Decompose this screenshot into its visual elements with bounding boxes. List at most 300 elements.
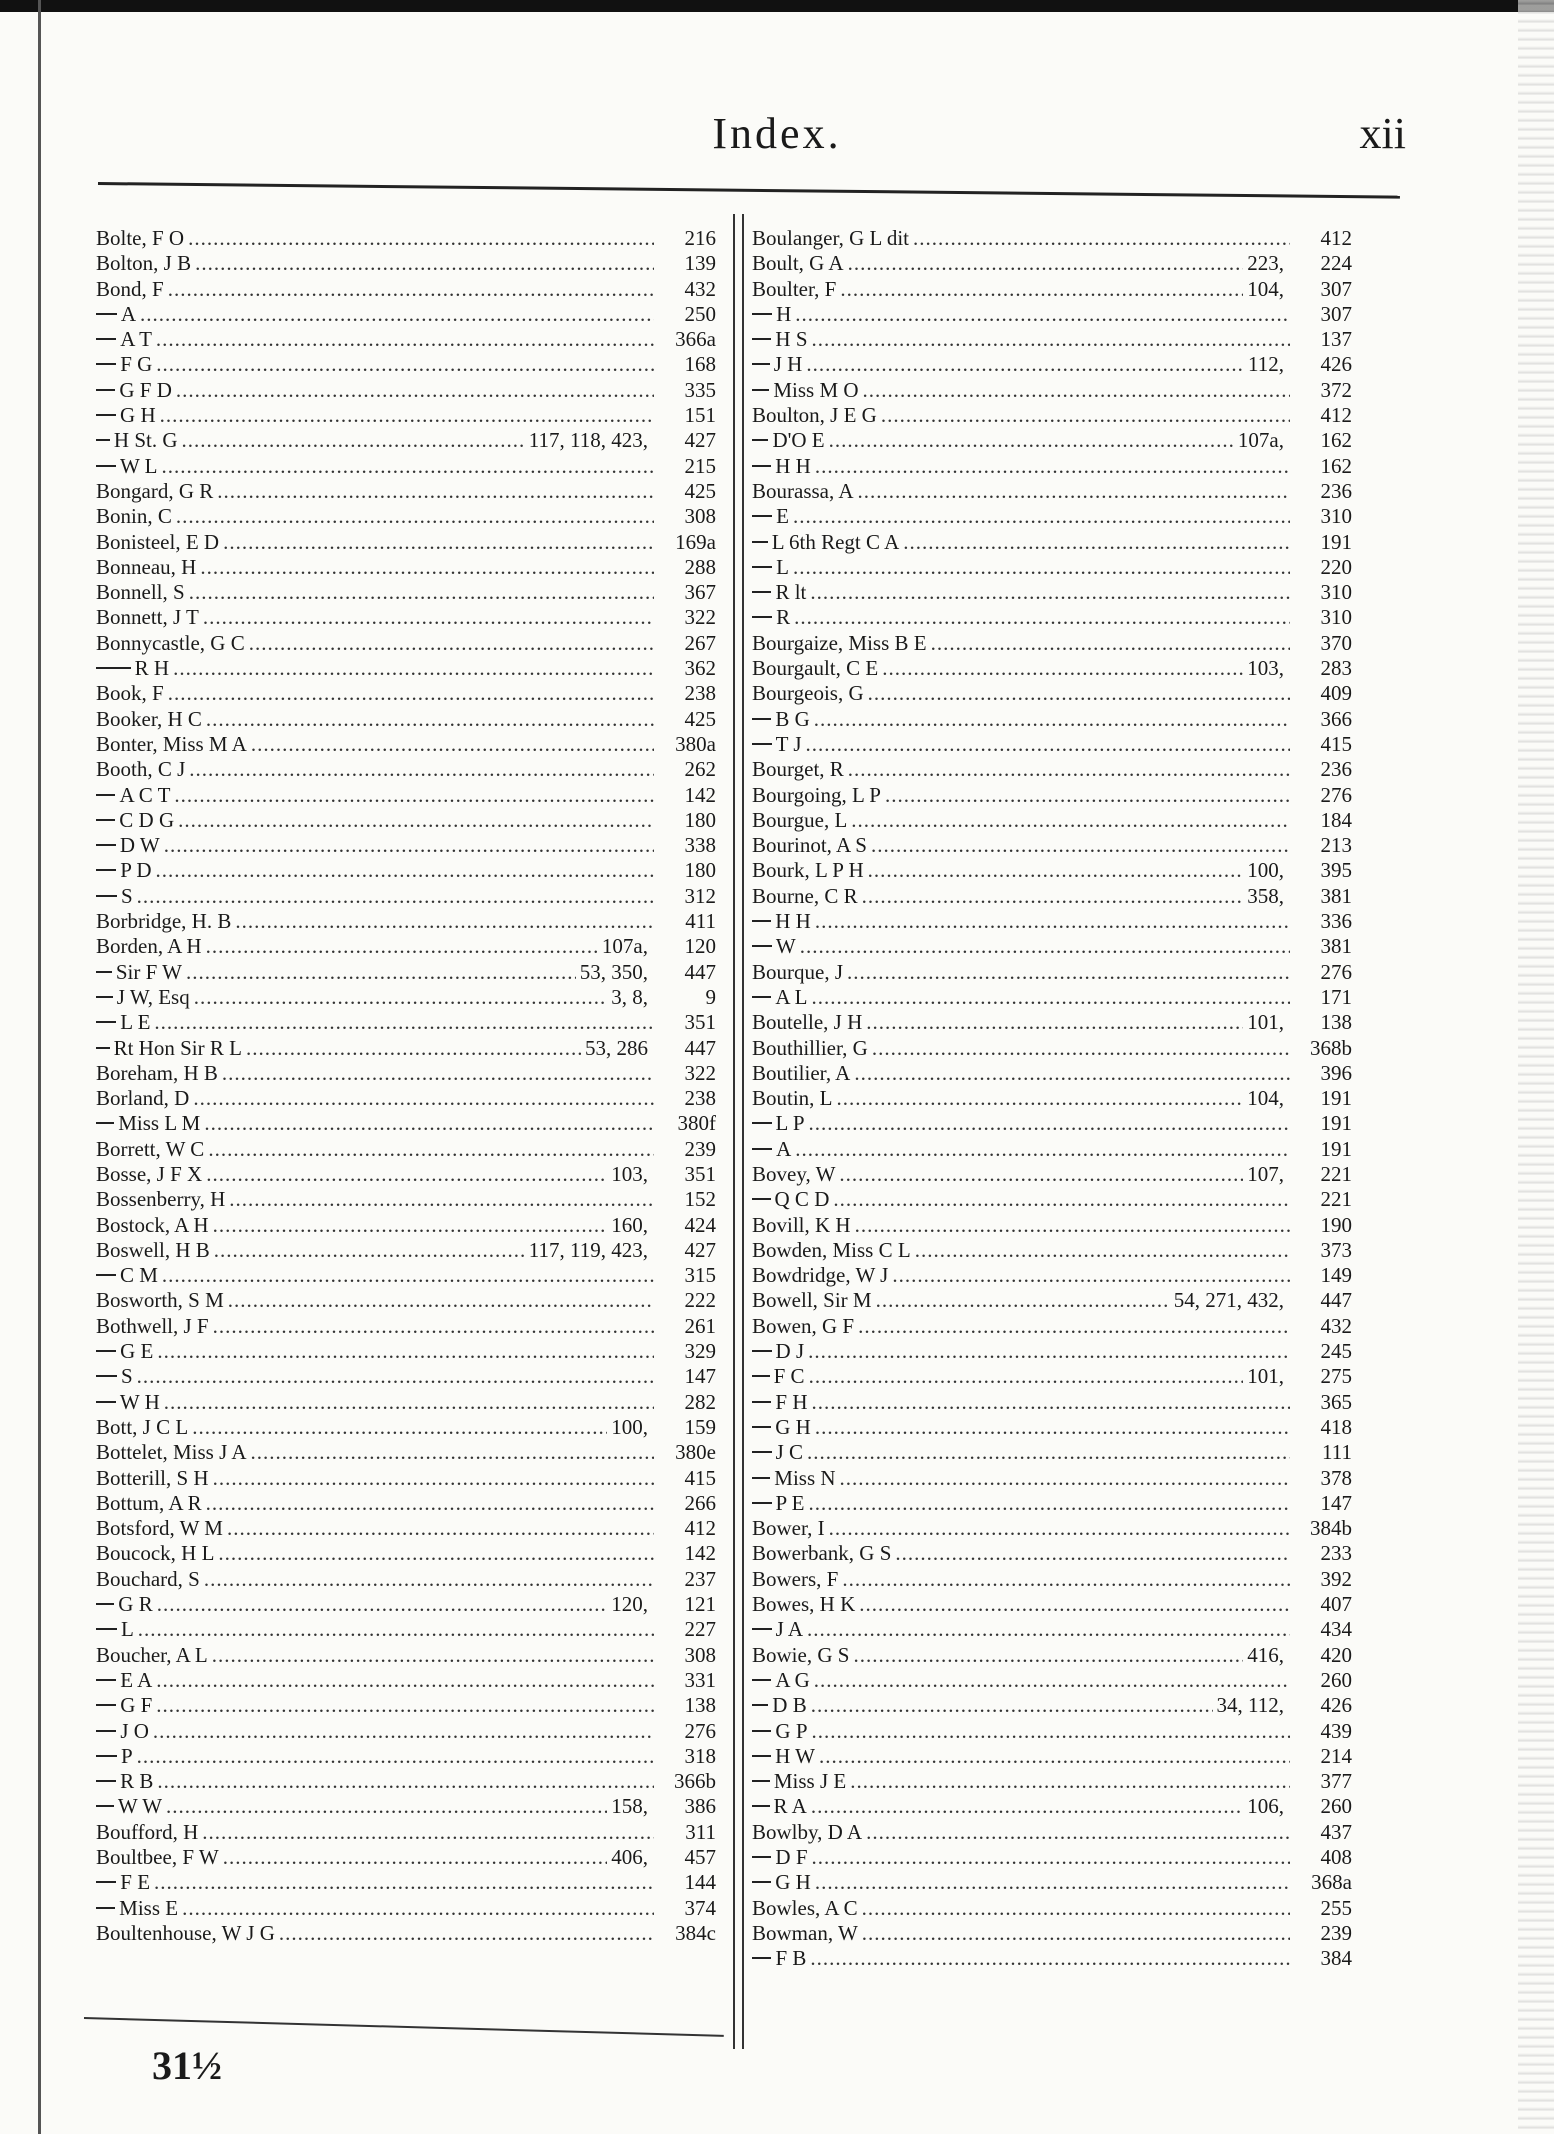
entry-refs: 358, (1247, 883, 1284, 908)
entry-page: 214 (1320, 1743, 1352, 1768)
leader-dots (222, 1061, 654, 1086)
footer-rule (84, 2017, 724, 2037)
leader-dots (815, 1415, 1290, 1440)
index-entry (96, 454, 716, 479)
entry-name: J H (773, 352, 803, 377)
entry-page: 415 (1320, 731, 1352, 756)
index-entry (96, 1061, 716, 1086)
entry-page: 220 (1320, 554, 1352, 579)
entry-name: G F (120, 1693, 153, 1718)
entry-name: F E (120, 1870, 151, 1895)
ditto-dash (96, 414, 116, 416)
entry-page: 408 (1320, 1845, 1352, 1869)
entry-page: 312 (684, 883, 716, 908)
entry-page: 283 (1320, 656, 1352, 681)
ditto-dash (752, 1401, 771, 1403)
entry-page: 426 (1320, 1693, 1352, 1718)
leader-dots (808, 1339, 1290, 1364)
entry-name: Bovey, W (752, 1161, 836, 1186)
entry-page: 427 (684, 1237, 716, 1262)
entry-page: 415 (684, 1465, 716, 1490)
entry-page: 276 (684, 1718, 716, 1743)
leader-dots (279, 1921, 654, 1946)
index-entry (96, 1162, 716, 1187)
index-entry (752, 605, 1352, 630)
entry-refs: 112, (1248, 352, 1284, 377)
leader-dots (795, 302, 1290, 327)
index-entry (96, 1744, 716, 1769)
ditto-dash (752, 1375, 770, 1377)
leader-dots (840, 277, 1243, 302)
leader-dots (217, 479, 654, 504)
ditto-dash (96, 971, 112, 973)
entry-page: 412 (684, 1516, 716, 1541)
leader-dots (840, 1466, 1290, 1491)
entry-page: 142 (684, 782, 716, 807)
index-entry (96, 1719, 716, 1744)
leader-dots (204, 1567, 654, 1592)
entry-page: 368a (1311, 1870, 1352, 1895)
ditto-dash (752, 743, 772, 745)
entry-name: H (776, 301, 792, 326)
entry-name: P E (775, 1490, 805, 1515)
ditto-dash (752, 1881, 771, 1883)
entry-name: F B (775, 1946, 807, 1971)
entry-name: D F (775, 1845, 808, 1869)
entry-page: 395 (1320, 858, 1352, 883)
leader-dots (188, 226, 654, 251)
leader-dots (206, 707, 654, 732)
entry-name: G R (118, 1592, 153, 1617)
entry-name: G P (775, 1718, 808, 1743)
index-entry (752, 732, 1352, 757)
entry-name: Bowdridge, W J (752, 1263, 889, 1288)
index-entry (96, 1516, 716, 1541)
entry-name: R B (120, 1769, 154, 1794)
index-entry (752, 1339, 1352, 1364)
entry-page: 310 (1320, 605, 1352, 630)
leader-dots (166, 1794, 607, 1819)
leader-dots (162, 1263, 654, 1288)
ditto-dash (96, 1021, 116, 1023)
index-entry (752, 681, 1352, 706)
index-entry (752, 1592, 1352, 1617)
entry-page: 409 (1320, 681, 1352, 706)
entry-name: A (120, 301, 137, 326)
ditto-dash (96, 1628, 117, 1630)
entry-name: Boultenhouse, W J G (96, 1920, 275, 1945)
leader-dots (913, 226, 1290, 251)
index-entry (96, 1288, 716, 1313)
index-entry (96, 1491, 716, 1516)
index-entry (752, 1896, 1352, 1921)
index-entry (752, 858, 1352, 883)
entry-page: 335 (684, 377, 716, 402)
leader-dots (868, 681, 1290, 706)
leader-dots (842, 1567, 1290, 1592)
entry-refs: 104, (1247, 276, 1284, 301)
ditto-dash (752, 1957, 771, 1959)
entry-page: 238 (684, 1086, 716, 1111)
ditto-dash (752, 1628, 772, 1630)
leader-dots (137, 1744, 654, 1769)
leader-dots (858, 1314, 1290, 1339)
entry-name: Bonnell, S (96, 580, 185, 605)
index-entry (752, 1238, 1352, 1263)
entry-name: G H (775, 1414, 811, 1439)
index-entry (96, 1238, 716, 1263)
entry-refs: 53, 350, (579, 959, 648, 984)
entry-name: P D (120, 858, 152, 883)
entry-page: 432 (684, 276, 716, 301)
entry-page: 378 (1320, 1465, 1352, 1490)
index-entry (752, 1794, 1352, 1819)
leader-dots (154, 1870, 654, 1895)
entry-page: 457 (684, 1845, 716, 1869)
index-entry (96, 277, 716, 302)
entry-page: 396 (1320, 1060, 1352, 1085)
entry-refs: 101, (1247, 1010, 1284, 1035)
entry-page: 191 (1320, 529, 1352, 554)
ditto-dash (96, 1122, 114, 1124)
leader-dots (140, 302, 654, 327)
leader-dots (137, 884, 654, 909)
index-entry (752, 479, 1352, 504)
column-divider-right (742, 214, 744, 2049)
entry-page: 137 (1320, 327, 1352, 352)
leader-dots (212, 1643, 654, 1668)
index-entry (96, 1921, 716, 1946)
index-column-left (96, 226, 716, 1946)
scan-binding-noise (1518, 0, 1554, 2134)
entry-name: Bowman, W (752, 1920, 858, 1945)
index-entry (96, 1592, 716, 1617)
ditto-dash (752, 515, 772, 517)
index-entry (96, 1187, 716, 1212)
entry-name: R A (773, 1794, 807, 1819)
index-entry (752, 555, 1352, 580)
index-entry (752, 1111, 1352, 1136)
index-entry (752, 909, 1352, 934)
entry-name: Miss N (774, 1465, 836, 1490)
entry-page: 260 (1320, 1794, 1352, 1819)
entry-name: D W (119, 833, 160, 858)
leader-dots (858, 479, 1291, 504)
ditto-dash (752, 1122, 772, 1124)
leader-dots (176, 504, 654, 529)
entry-name: L 6th Regt C A (771, 529, 900, 554)
leader-dots (866, 1820, 1290, 1845)
leader-dots (223, 530, 654, 555)
entry-page: 149 (1320, 1263, 1352, 1288)
leader-dots (157, 1592, 608, 1617)
index-entry (96, 1643, 716, 1668)
entry-page: 222 (684, 1288, 716, 1313)
entry-refs: 106, (1247, 1794, 1284, 1819)
entry-name: Borden, A H (96, 934, 202, 959)
entry-page: 162 (1320, 428, 1352, 453)
scan-page-edge (38, 0, 41, 2134)
entry-page: 307 (1320, 301, 1352, 326)
index-entry (752, 1061, 1352, 1086)
entry-name: Bourgeois, G (752, 681, 864, 706)
leader-dots (162, 454, 654, 479)
entry-name: T J (775, 731, 802, 756)
leader-dots (881, 403, 1290, 428)
index-entry (752, 1946, 1352, 1971)
entry-page: 386 (684, 1794, 716, 1819)
leader-dots (892, 1263, 1290, 1288)
entry-page: 266 (684, 1490, 716, 1515)
entry-page: 384 (1320, 1946, 1352, 1971)
leader-dots (251, 732, 654, 757)
index-entry (752, 1491, 1352, 1516)
entry-name: G H (120, 403, 156, 428)
entry-name: G H (775, 1870, 811, 1895)
entry-name: Miss L M (118, 1111, 201, 1136)
leader-dots (862, 1921, 1290, 1946)
entry-name: A T (120, 327, 152, 352)
index-entry (752, 1314, 1352, 1339)
leader-dots (214, 1238, 525, 1263)
entry-page: 142 (684, 1541, 716, 1566)
leader-dots (862, 884, 1244, 909)
index-entry (96, 302, 716, 327)
index-entry (96, 960, 716, 985)
entry-name: Bowles, A C (752, 1895, 858, 1920)
index-entry (96, 1339, 716, 1364)
entry-page: 168 (684, 352, 716, 377)
ditto-dash (752, 1856, 771, 1858)
ditto-dash (96, 819, 115, 821)
entry-page: 276 (1320, 782, 1352, 807)
entry-page: 315 (684, 1263, 716, 1288)
entry-name: E A (120, 1667, 153, 1692)
index-entry (752, 757, 1352, 782)
leader-dots (931, 631, 1290, 656)
index-entry (752, 1617, 1352, 1642)
entry-page: 380f (677, 1111, 716, 1136)
index-entry (752, 1643, 1352, 1668)
leader-dots (810, 580, 1290, 605)
leader-dots (810, 1946, 1290, 1971)
index-entry (96, 1111, 716, 1136)
entry-page: 308 (684, 1642, 716, 1667)
entry-refs: 117, 119, 423, (528, 1237, 648, 1262)
leader-dots (202, 1820, 654, 1845)
leader-dots (871, 833, 1290, 858)
entry-page: 171 (1320, 984, 1352, 1009)
ditto-dash (752, 920, 771, 922)
index-entry (96, 327, 716, 352)
entry-page: 138 (1320, 1010, 1352, 1035)
ditto-dash (96, 465, 116, 467)
entry-name: Boufford, H (96, 1819, 199, 1844)
entry-page: 261 (684, 1313, 716, 1338)
index-entry (752, 428, 1352, 453)
index-entry (96, 1415, 716, 1440)
entry-name: B G (775, 706, 810, 731)
entry-page: 373 (1320, 1237, 1352, 1262)
leader-dots (866, 1010, 1243, 1035)
index-entry (752, 1288, 1352, 1313)
leader-dots (157, 1769, 654, 1794)
leader-dots (806, 732, 1290, 757)
index-entry (752, 656, 1352, 681)
index-entry (752, 327, 1352, 352)
entry-name: Bourgue, L (752, 807, 848, 832)
index-entry (96, 1364, 716, 1389)
entry-refs: 53, 286 (585, 1035, 648, 1060)
entry-name: Bosworth, S M (96, 1288, 224, 1313)
entry-page: 191 (1320, 1111, 1352, 1136)
index-entry (96, 530, 716, 555)
entry-name: Boutilier, A (752, 1060, 851, 1085)
entry-page: 9 (705, 984, 716, 1009)
entry-name: A L (775, 984, 808, 1009)
entry-name: Boucock, H L (96, 1541, 215, 1566)
index-entry (96, 858, 716, 883)
entry-page: 370 (1320, 630, 1352, 655)
leader-dots (193, 1086, 654, 1111)
index-entry (752, 378, 1352, 403)
leader-dots (848, 251, 1244, 276)
index-entry (96, 504, 716, 529)
entry-page: 411 (685, 909, 716, 934)
index-entry (752, 1466, 1352, 1491)
leader-dots (839, 1162, 1243, 1187)
index-entry (96, 1617, 716, 1642)
index-entry (752, 1820, 1352, 1845)
entry-name: H H (775, 909, 811, 934)
entry-name: Booth, C J (96, 757, 186, 782)
leader-dots (156, 1693, 654, 1718)
ditto-dash (96, 1401, 116, 1403)
ditto-dash (96, 1881, 116, 1883)
leader-dots (227, 1516, 654, 1541)
ditto-dash (96, 1603, 114, 1605)
index-entry (96, 631, 716, 656)
index-entry (752, 403, 1352, 428)
index-entry (96, 1137, 716, 1162)
leader-dots (189, 580, 654, 605)
leader-dots (160, 403, 654, 428)
ditto-dash (752, 591, 771, 593)
entry-name: Boswell, H B (96, 1237, 210, 1262)
entry-name: C D G (119, 807, 175, 832)
leader-dots (223, 1845, 608, 1870)
entry-name: Borland, D (96, 1086, 190, 1111)
entry-name: R (776, 605, 791, 630)
leader-dots (156, 352, 654, 377)
index-entry (752, 1744, 1352, 1769)
entry-name: G E (120, 1339, 154, 1364)
entry-page: 362 (684, 656, 716, 681)
entry-page: 381 (1320, 934, 1352, 959)
entry-refs: 120, (611, 1592, 648, 1617)
ditto-dash (96, 1350, 116, 1352)
entry-name: R lt (775, 580, 807, 605)
leader-dots (876, 1288, 1170, 1313)
entry-name: Rt Hon Sir R L (113, 1035, 242, 1060)
entry-name: Boutin, L (752, 1086, 833, 1111)
entry-page: 331 (684, 1667, 716, 1692)
entry-page: 374 (684, 1895, 716, 1920)
entry-name: P (120, 1743, 133, 1768)
entry-page: 191 (1320, 1086, 1352, 1111)
leader-dots (235, 909, 654, 934)
entry-name: Bowen, G F (752, 1313, 855, 1338)
index-entry (752, 1693, 1352, 1718)
entry-refs: 416, (1247, 1642, 1284, 1667)
leader-dots (213, 1213, 608, 1238)
index-entry (752, 454, 1352, 479)
entry-name: C M (119, 1263, 158, 1288)
entry-page: 366a (675, 327, 716, 352)
leader-dots (251, 1440, 654, 1465)
index-entry (96, 1794, 716, 1819)
entry-page: 233 (1320, 1541, 1352, 1566)
index-entry (96, 580, 716, 605)
entry-refs: 107a, (1237, 428, 1284, 453)
entry-name: Bourne, C R (752, 883, 858, 908)
leader-dots (794, 605, 1290, 630)
leader-dots (195, 251, 654, 276)
entry-page: 276 (1320, 959, 1352, 984)
entry-page: 384c (675, 1920, 716, 1945)
entry-page: 432 (1320, 1313, 1352, 1338)
entry-page: 380e (675, 1440, 716, 1465)
entry-page: 139 (684, 251, 716, 276)
leader-dots (837, 1086, 1244, 1111)
entry-name: Bolte, F O (96, 226, 185, 250)
ditto-dash (96, 338, 116, 340)
leader-dots (862, 1896, 1290, 1921)
entry-page: 111 (1322, 1440, 1352, 1465)
entry-page: 425 (684, 478, 716, 503)
index-entry (96, 783, 716, 808)
leader-dots (812, 1390, 1290, 1415)
leader-dots (829, 428, 1234, 453)
index-entry (96, 707, 716, 732)
leader-dots (847, 960, 1290, 985)
ditto-dash (752, 1704, 768, 1706)
leader-dots (848, 757, 1290, 782)
ditto-dash (752, 1477, 770, 1479)
entry-page: 381 (1320, 883, 1352, 908)
entry-name: W W (117, 1794, 163, 1819)
index-entry (752, 1187, 1352, 1212)
index-entry (96, 1390, 716, 1415)
page-title: Index. (712, 109, 842, 158)
leader-dots (206, 1491, 654, 1516)
entry-page: 412 (1320, 226, 1352, 250)
ditto-dash (752, 1148, 772, 1150)
entry-name: Bond, F (96, 276, 164, 301)
leader-dots (137, 1364, 654, 1389)
entry-name: Borbridge, H. B (96, 909, 232, 934)
ditto-dash (96, 1780, 116, 1782)
entry-page: 412 (1320, 403, 1352, 428)
entry-name: J O (120, 1718, 149, 1743)
entry-page: 180 (684, 807, 716, 832)
entry-name: Borrett, W C (96, 1136, 205, 1161)
entry-refs: 3, 8, (611, 984, 648, 1009)
entry-page: 152 (684, 1187, 716, 1212)
index-entry (96, 352, 716, 377)
index-entry (752, 302, 1352, 327)
entry-name: W H (119, 1389, 160, 1414)
